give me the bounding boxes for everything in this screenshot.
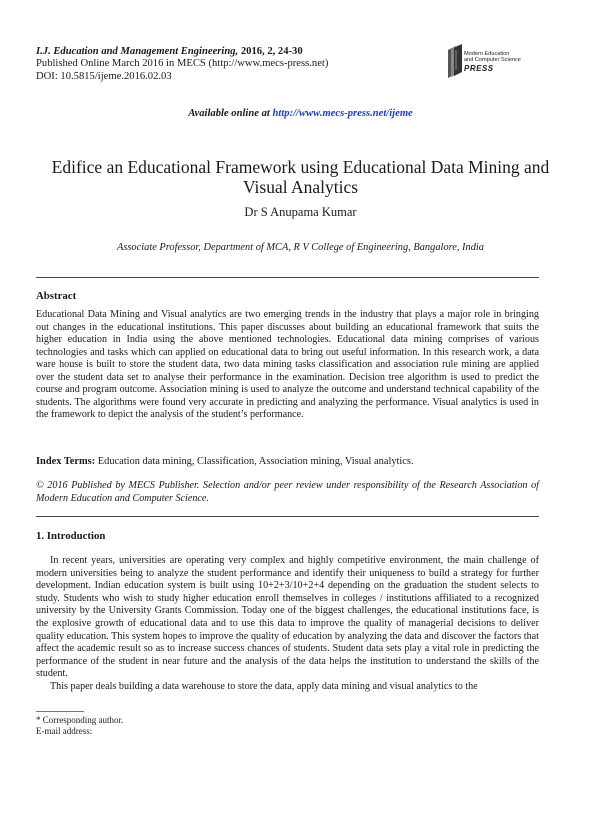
divider-bottom — [36, 516, 539, 517]
footnote — [36, 715, 123, 737]
doi: DOI: 10.5815/ijeme.2016.02.03 — [36, 70, 172, 82]
logo-text: Modern Education and Computer Science — [464, 51, 521, 63]
book-stack-icon — [446, 44, 466, 78]
introduction-heading: 1. Introduction — [36, 530, 106, 542]
index-terms: Index Terms: Education data mining, Classification, Association mining, Visual analytics. — [36, 456, 414, 467]
introduction-text — [36, 555, 539, 694]
journal-name: I.J. Education and Management Engineering, — [36, 46, 239, 57]
publication-info: Published Online March 2016 in MECS (http://www.mecs-press.net) — [36, 58, 329, 70]
affiliation: Associate Professor, Department of MCA, R V College of Engineering, Bangalore, India — [117, 242, 484, 253]
email-address: E-mail address: — [36, 726, 93, 736]
intro-paragraph: In recent years, universities are operating very complex and highly competitive environment, the main challenge of modern universities being to analyze the student performance and identify their uniqueness to build a strategy for further development. Indian education system is built using 10+2+3/10+2+4 depending on the graduation the student selects to study. Students who wish to study higher education enroll themselves in colleges / institutions affiliated to a recognized university by the University Grants Commission. Today one of the biggest challenges, the educational institutions face, is the explosive growth of educational data and to use this data to improve the quality of managerial decisions to deliver quality education. This system hopes to improve the quality of education by analyzing the data and discover the factors that affect the academic result so as to increase success chances of students. Student data sets play a vital role in predicting the performance of the student in near future and the analysis of the data helps the institution to understand the skills of the student. — [36, 555, 539, 680]
corresponding-author: * Corresponding author. — [36, 715, 124, 725]
author: Dr S Anupama Kumar — [244, 205, 357, 219]
available-online: Available online at http://www.mecs-press.net/ijeme — [188, 108, 413, 119]
journal-volume: 2016, 2, 24-30 — [238, 46, 303, 57]
abstract-heading: Abstract — [36, 290, 77, 302]
publisher-logo — [446, 42, 556, 90]
copyright-notice: © 2016 Published by MECS Publisher. Selection and/or peer review under responsibility of the Research Association of Modern Education and Computer Science. — [36, 480, 539, 504]
journal-header — [36, 46, 328, 83]
divider-top — [36, 277, 539, 278]
logo-press: PRESS — [464, 64, 494, 73]
journal-url-link[interactable]: http://www.mecs-press.net/ijeme — [272, 108, 413, 119]
paper-title: Edifice an Educational Framework using Educational Data Mining and Visual Analytics — [51, 157, 550, 197]
abstract-text: Educational Data Mining and Visual analytics are two emerging trends in the industry that plays a major role in bringing out changes in the educational institutions. This paper discusses about building an educational framework that suits the higher education in India using the above mentioned technologies. Educational data mining comprises of various technologies and tasks which can applied on educational data to bring out useful information. In this research work, a data ware house is built to store the student data, two data mining tasks classification and association rule mining are applied over the student data set to analyse their performance in the examination. Decision tree algorithm is used to predict the course and program outcome. Association mining is used to analyze the outcome and understand technical capability of the students. The algorithms were found very accurate in predicting and analyzing the performance. Visual analytics is used in the framework to depict the analysis of the student’s performance. — [36, 309, 539, 421]
footnote-divider — [36, 711, 84, 712]
intro-paragraph: This paper deals building a data warehouse to store the data, apply data mining and visual analytics to the — [50, 680, 478, 692]
